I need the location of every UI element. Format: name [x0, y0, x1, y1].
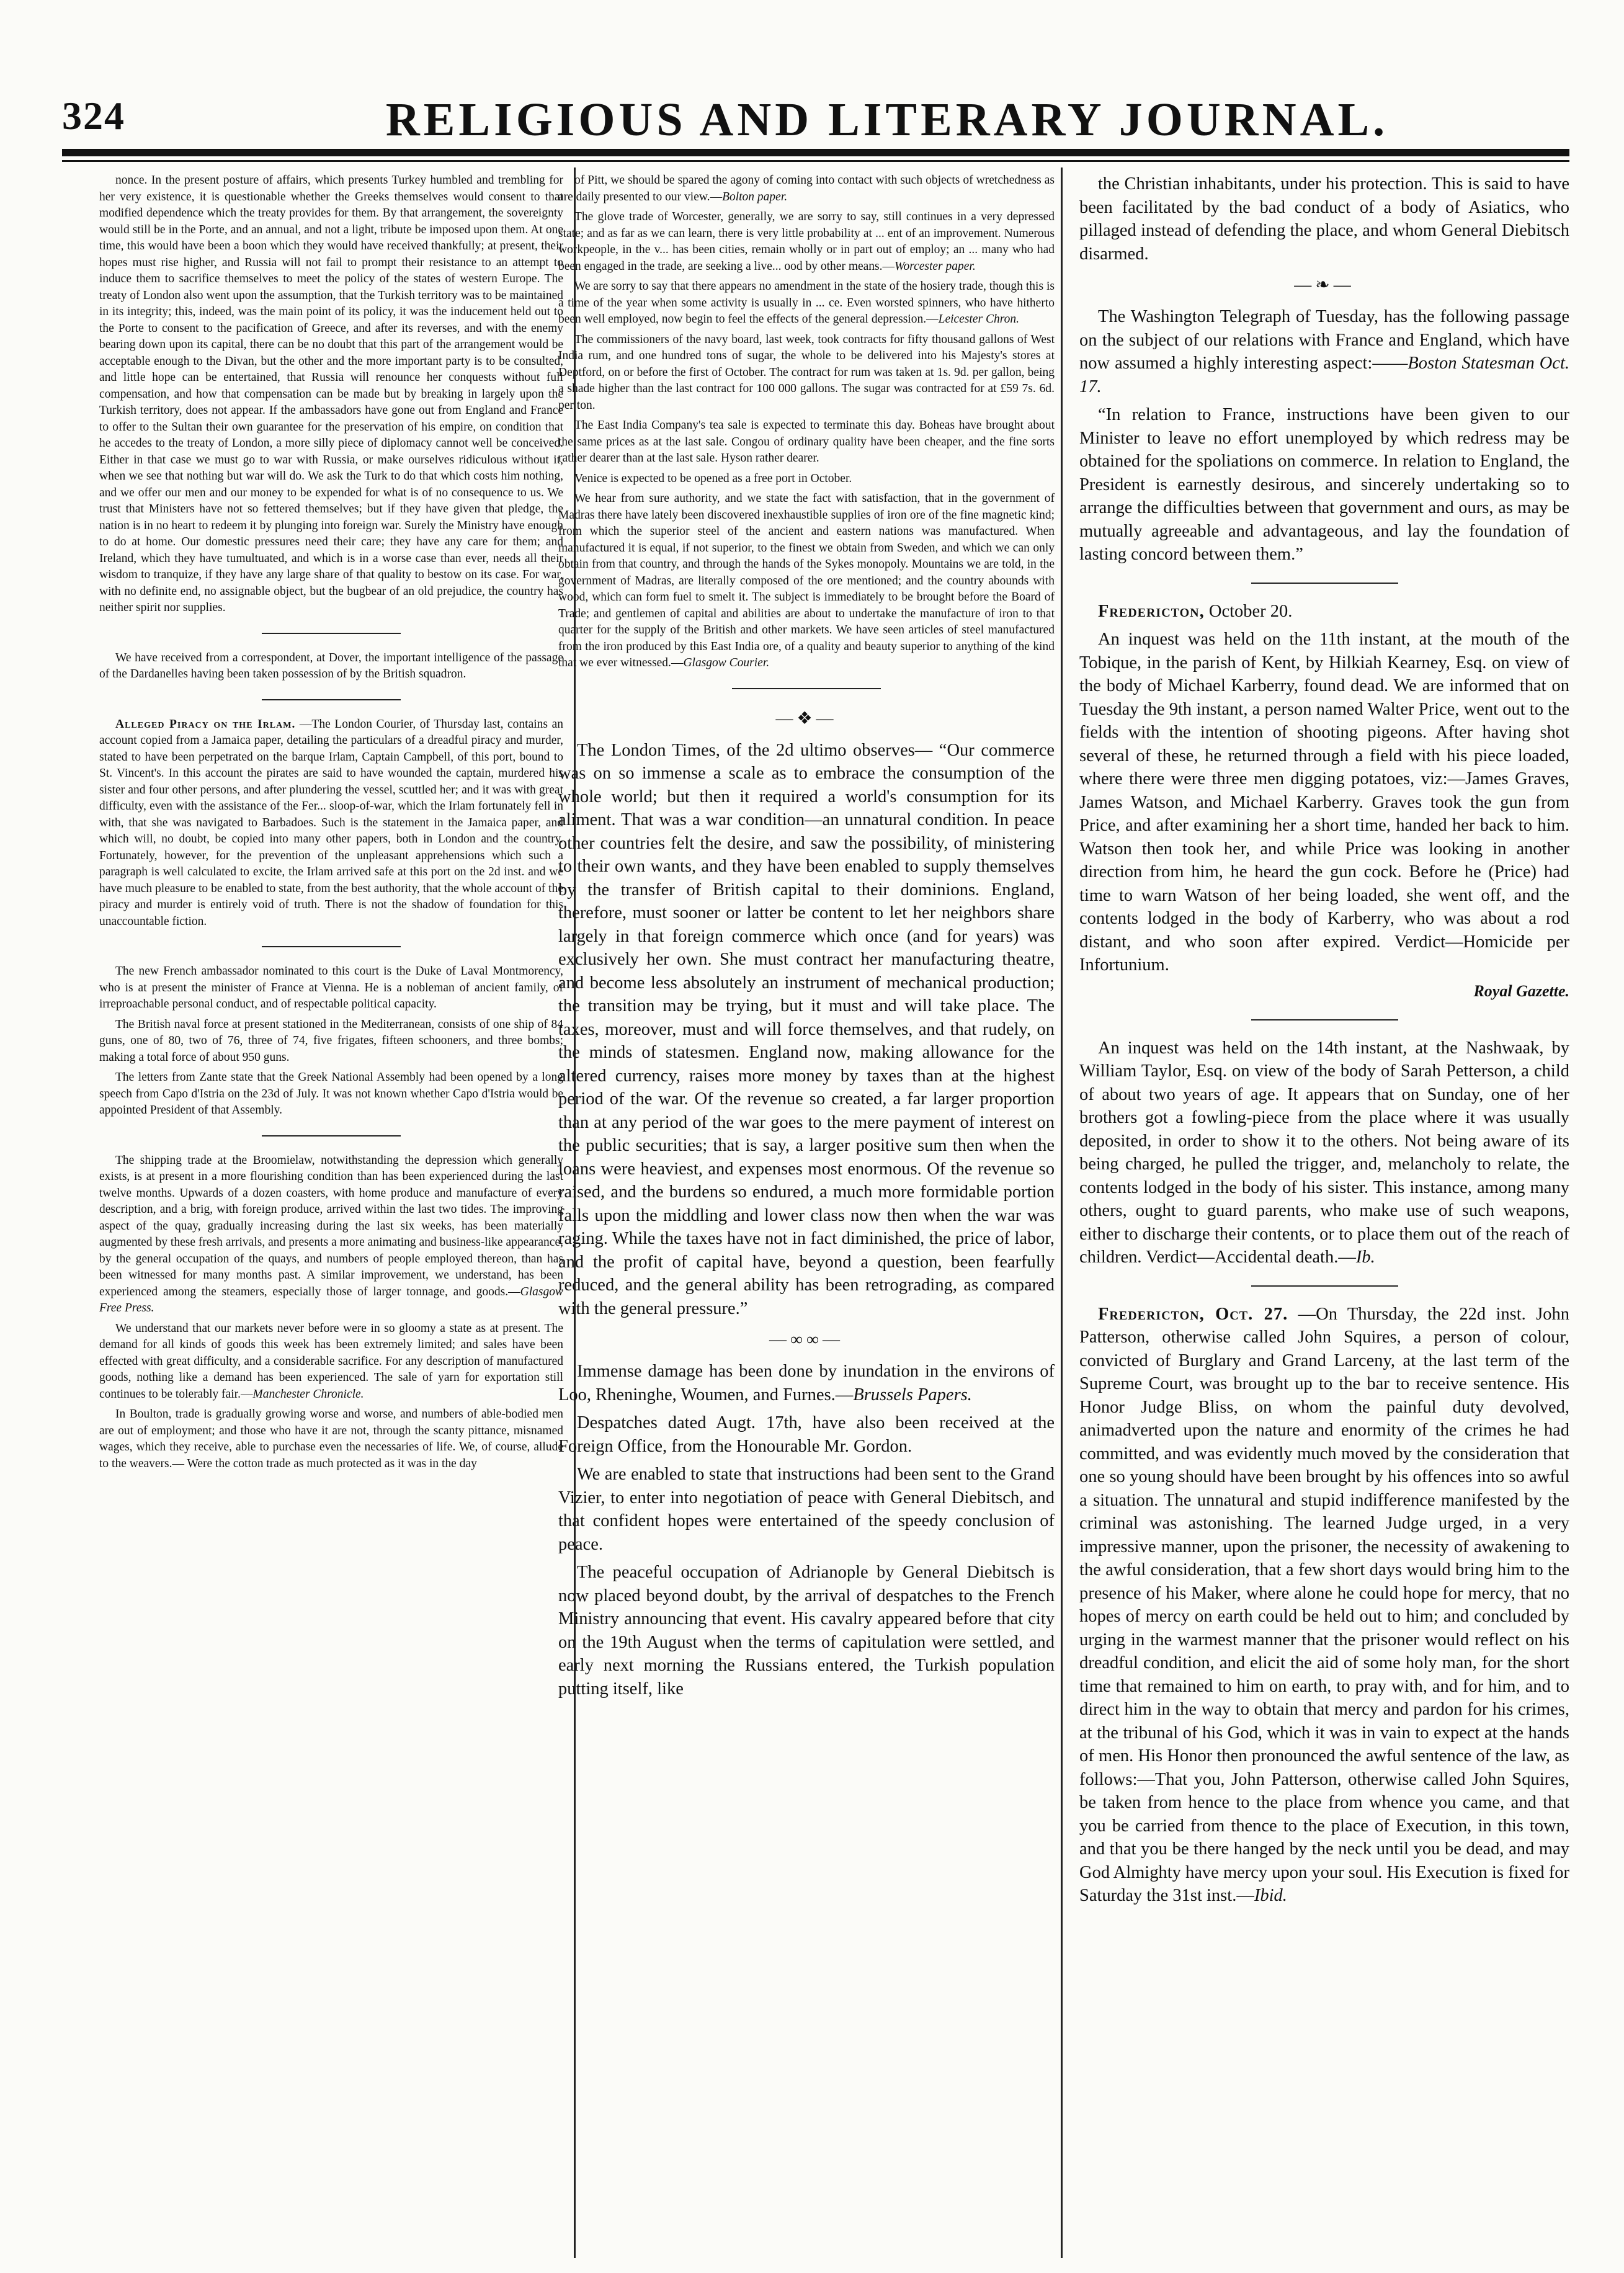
news-paragraph — [558, 1561, 1055, 1700]
section-separator — [1079, 1009, 1569, 1030]
paragraph-text: The peaceful occupation of Adrianople by General Diebitsch is now placed beyond doubt, by the arrival of despatches to the French Ministry announcing that event. His cavalry appeared before that city on the 19th August when the terms of capitulation were settled, and early next morning the Russians entered, the Turkish population putting itself, like — [558, 1563, 1055, 1699]
column-2 — [558, 172, 1055, 2244]
news-paragraph — [99, 172, 563, 617]
news-paragraph: Immense damage has been done by inundation in the environs of Loo, Rheninghe, Woumen, and Furnes.—Brussels Papers. — [558, 1362, 1055, 1404]
news-paragraph: The glove trade of Worcester, generally, we are sorry to say, still continues in a very depressed state; and as far as we can learn, there is very little probability at ... ent of an improvement. Numerous workpeople, in the v... has been cities, remain wholly or in part out of employ; an ... many who had been engaged in the trade, are seeking a live... ood by other means.—Worcester paper. — [558, 210, 1055, 273]
paragraph-text: We understand that our markets never before were in so gloomy a state as at present. The demand for all kinds of goods this week has been extremely limited; and sales have been effected with great difficulty, and a considerable sacrifice. For any description of manufactured goods, nothing like a demand has been experienced. The sale of yarn for exportation still continues to be tolerably fair. — [99, 1321, 563, 1401]
ornament-separator: —❖— — [775, 708, 837, 728]
source-attribution: Ib. — [1355, 1248, 1375, 1267]
paragraph-text: In Boulton, trade is gradually growing worse and worse, and numbers of able-bodied men are out of employment; and those who have it are not, through the scanty pittance, misnamed wages, which they receive, able to purchase even the necessaries of life. We, of course, allude to the weavers.— Were the cotton trade as much protected as it was in the day — [99, 1408, 563, 1470]
paragraph-text: Immense damage has been done by inundation in the environs of Loo, Rheninghe, Woumen, and Furnes. — [558, 1362, 1055, 1404]
article-lead: Fredericton, — [1098, 601, 1205, 621]
news-paragraph: An inquest was held on the 14th instant, at the Nashwaak, by William Taylor, Esq. on view of the body of Sarah Petterson, a child of about two years of age. It appears that on Sunday, one of her brothers got a fowling-piece from the place where it was usually deposited, in order to show it to the others. Not being aware of its being charged, he pulled the trigger, and, melancholy to relate, the contents lodged in the body of his sister. This instance, among many others, ought to guard parents, who make use of such weapons, either to discharge their contents, or to place them out of the reach of children. Verdict—Accidental death.—Ib. — [1079, 1038, 1569, 1267]
source-attribution: Manchester Chronicle. — [252, 1387, 364, 1401]
paragraph-text: —On Thursday, the 22d inst. John Patterson, otherwise called John Squires, a person of colour, convicted of Burglary and Grand Larceny, at the last term of the Supreme Court, was brought up to the bar to receive sentence. His Honor Judge Bliss, on whom the painful duty devolved, animadverted upon the nature and enormity of the crimes he had committed, and was evidently much moved by the consideration that one so young should have been brought by his offences into so awful a situation. The unnatural and stupid indifference manifested by the criminal was astonishing. The learned Judge urged, in a very impressive manner, upon the prisoner, the necessity of awakening to the awful consideration, that a few short days would bring him to the presence of his Maker, where alone he could hope for mercy, that no hopes of mercy on earth could be held out to him; and concluded by urging in the warmest manner that the prisoner would reflect on his dreadful condition, and elicit the aid of some holy man, for the short time that remained to him on earth, to pray with, and for him, and to direct him in the way to obtain that mercy and pardon for his crimes, at the tribunal of his God, which it was in vain to expect at the hands of men. His Honor then pronounced the awful sentence of the law, as follows:—That you, John Patterson, otherwise called John Squires, be taken from hence to the place from whence you came, and that you be carried from thence to the place of Execution, in this town, and that you be there hanged by the neck until you be dead, and may God Almighty have mercy upon your soul. His Execution is fixed for Saturday the 31st inst. — [1079, 1304, 1569, 1905]
separator-rule — [1251, 583, 1398, 584]
paragraph-text: The commissioners of the navy board, last week, took contracts for fifty thousand gallons of West India rum, and one hundred tons of sugar, the whole to be delivered into his Majesty's stores at Deptford, on or before the first of October. The contract for rum was taken at 1s. 9d. per gallon, being a shade higher than the last contract for 100 000 gallons. The sugar was contracted for at £59 7s. 6d. per ton. — [558, 333, 1055, 412]
paragraph-text: The letters from Zante state that the Greek National Assembly had been opened by a long speech from Capo d'Istria on the 23d of July. It was not known whether Capo d'Istria would be appointed President of that Assembly. — [99, 1071, 563, 1117]
news-paragraph: Fredericton, Oct. 27. —On Thursday, the 22d inst. John Patterson, otherwise called John Squires, a person of colour, convicted of Burglary and Grand Larceny, at the last term of the Supreme Court, was brought up to the bar to receive sentence. His Honor Judge Bliss, on whom the painful duty devolved, animadverted upon the nature and enormity of the crimes he had committed, and was evidently much moved by the consideration that one so young should have been brought by his offences into so awful a situation. The unnatural and stupid indifference manifested by the criminal was astonishing. The learned Judge urged, in a very impressive manner, upon the prisoner, the necessity of awakening to the awful consideration, that a few short days would bring him to the presence of his Maker, where alone he could hope for mercy, that no hopes of mercy on earth could be held out to him; and concluded by urging in the warmest manner that the prisoner would reflect on his dreadful condition, and elicit the aid of some holy man, for the short time that remained to him on earth, to pray with, and for him, and to direct him in the way to obtain that mercy and pardon for his crimes, at the tribunal of his God, which it was in vain to expect at the hands of men. His Honor then pronounced the awful sentence of the law, as follows:—That you, John Patterson, otherwise called John Squires, be taken from hence to the place from whence you came, and that you be carried from thence to the place of Execution, in this town, and that you be there hanged by the neck until you be dead, and may God Almighty have mercy upon your soul. His Execution is fixed for Saturday the 31st inst.—Ibid. — [1079, 1304, 1569, 1905]
paragraph-text: —The London Courier, of Thursday last, contains an account copied from a Jamaica paper, detailing the particulars of a dreadful piracy and murder, stated to have been perpetrated on the barque Irlam, Captain Campbell, of this port, bound to St. Vincent's. In this account the pirates are said to have wounded the captain, murdered his sister and four other persons, and after plundering the vessel, scuttled her; and it was with great difficulty, even with the assistance of the Fer... sloop-of-war, which the Irlam fortunately fell in with, that she was navigated to Barbadoes. Such is the statement in the Jamaica paper, and which will, no doubt, be copied into many other papers, both in London and the country. Fortunately, however, for the prevention of the unpleasant apprehensions which such a paragraph is well calculated to excite, the Irlam arrived safe at this port on the 2d inst. and we have much pleasure to be enabled to state, from the best authority, that the whole account of the piracy and murder is entirely void of truth. There is not the shadow of foundation for this unaccountable fiction. — [99, 717, 563, 928]
paragraph-text: We have received from a correspondent, at Dover, the important intelligence of the passage of the Dardanelles having been taken possession of by the British squadron. — [99, 651, 563, 681]
paragraph-text: The London Times, of the 2d ultimo observes— “Our commerce was on so immense a scale as to embrace the consumption of the whole world; but then it required a world's consumption for its aliment. That was a war condition—an unnatural condition. In peace other countries felt the desire, and saw the possibility, of ministering to their own wants, and they have been enabled to supply themselves by the transfer of British capital to their dominions. England, therefore, must sooner or latter be content to let her neighbors share largely in that foreign commerce which once (and for years) was exclusively her own. She must contract her manufacturing theatre, and become less absolutely an instrument of mechanical production; the transition may be trying, but it must and will take place. The taxes, moreover, must and will force themselves, and that rudely, on the minds of statesmen. England now, making allowance for the altered currency, raises more money by taxes than at the highest period of the war. Of the revenue so created, a far larger proportion than at any period of the war goes to the mere payment of interest on the public securities; that is say, a larger positive sum then when the loans were heaviest, and expenses most enormous. Of the revenue so raised, and the burdens so endured, a much more formidable portion falls upon the middling and lower class now then when the war was raging. While the taxes have not in fact diminished, the price of labor, and the profit of capital have, beyond a question, been fearfully reduced, and the general ability has been retrograding, as compared with the general pressure.” — [558, 740, 1055, 1318]
news-paragraph — [558, 1411, 1055, 1458]
source-attribution: Leicester Chron. — [938, 313, 1019, 326]
paragraph-text: The shipping trade at the Broomielaw, notwithstanding the depression which generally exists, is at present in a more flourishing condition than has been experienced during the last twelve months. Upwards of a dozen coasters, with home produce and manufacture of every description, and a brig, with foreign produce, arrived within the last two tides. The improving aspect of the quay, gradually increasing during the last six weeks, has been materially augmented by these fresh arrivals, and presents a more animating and business-like appearance, by the general occupation of the quays, and numbers of people employed thereon, than has been witnessed for many months past. A similar improvement, we understand, has been experienced among the steamers, especially those of larger tonnage, and goods. — [99, 1153, 563, 1298]
news-paragraph — [99, 717, 563, 931]
source-attribution: Worcester paper. — [895, 259, 976, 273]
ornament-separator: —∞∞— — [769, 1330, 844, 1349]
news-paragraph — [1079, 628, 1569, 977]
page-number: 324 — [62, 94, 125, 138]
separator-rule — [262, 1135, 401, 1136]
source-attribution: Glasgow Free Press. — [99, 1285, 563, 1315]
separator-rule — [1251, 1285, 1398, 1287]
brief-news-block — [558, 172, 1055, 672]
column-3 — [1079, 172, 1569, 2244]
news-paragraph — [99, 1406, 563, 1472]
section-separator — [1079, 573, 1569, 594]
paragraph-text: The East India Company's tea sale is expected to terminate this day. Boheas have brought about the same prices as at the last sale. Congou of ordinary quality have been cheaper, and the fine sorts rather dearer than at the last sale. Hyson rather dearer. — [558, 419, 1055, 465]
separator-rule — [262, 633, 401, 634]
feature-news-block — [558, 739, 1055, 1321]
paragraph-text: The new French ambassador nominated to this court is the Duke of Laval Montmorency, who is at present the minister of France at Vienna. He is a nobleman of ancient family, of irreproachable personal conduct, and of respectable political capacity. — [99, 965, 563, 1011]
news-paragraph: We hear from sure authority, and we state the fact with satisfaction, that in the government of Madras there have lately been discovered inexhaustible supplies of iron ore of the fine magnetic kind; from which the superior steel of the ancient and eastern nations was manufactured. When manufactured it is equal, if not superior, to the finest we obtain from Sweden, and which we can only obtain from that country, and through the hands of the Sykes monopoly. Mountains we are told, in the government of Madras, are literally composed of the ore mentioned; and the country abounds with wood, which can form fuel to smelt it. The subject is immediately to be brought before the Board of Trade; and gentlemen of capital and abilities are about to undertake the manufacture of iron to that quarter for the supply of the British and other markets. We have seen articles of steel manufactured from the iron produced by this East India ore, of a quality and beauty superior to anything of the kind that we ever witnessed.—Glasgow Courier. — [558, 492, 1055, 669]
separator-rule — [732, 688, 881, 689]
news-paragraph — [1079, 403, 1569, 566]
paragraph-text: nonce. In the present posture of affairs, which presents Turkey humbled and trembling for her very existence, it is questionable whether the Greeks themselves would consent to that modified dependence which the treaty provides for them. By that arrangement, the sovereignty would still be in the Porte, and an annual, and not a light, tribute be imposed upon them. At one time, this would have been a boon which they would have received thankfully; at present, their hopes must rise higher, and Russia will not fail to prompt their resistance to an attempt to induce them to sacrifice themselves to meet the policy of the states of western Europe. The treaty of London also went upon the assumption, that the Turkish territory was to be maintained in its integrity; this, indeed, was the main point of its policy, it was the inducement held out to the Porte to consent to the pacification of Greece, and after its reverses, and with the enemy bearing down upon its capital, there can be no doubt that this part of the arrangement would be acceptable enough to the Divan, but the other and the more important party is to be consulted, and little hope can be entertained, that Russia will renounce her conquests without full compensation, and how that compensation can be made but by breaking in largely upon the Turkish territory, does not appear. If the ambassadors have gone out from England and France to offer to the Sultan their own guarantee for the preservation of his empire, on condition that he accedes to the treaty of London, a more silly piece of diplomacy cannot well be conceived. Either in that case we must go to war with Russia, or make ourselves ridiculous without it, when we see that nothing but war will do. We ask the Turk to do that which costs him nothing, and we offer our men and our money to be expended for what is of no consequence to us. We trust that Ministers have not so fettered themselves; but if they have given that pledge, the nation is in no heart to redeem it by plunging into foreign war. Surely the Ministry have enough to do at home. Our domestic pressures need their care; they have any care for them; and Ireland, which they have tumultuated, and which is in a worse case than ever, needs all their wisdom to tranquize, if they have any large share of that quality to bestow on its case. For war, with no definite end, no assignable object, but the bugbear of an old prejudice, the country has neither spirit nor supplies. — [99, 174, 563, 614]
news-paragraph: We are sorry to say that there appears no amendment in the state of the hosiery trade, though this is a time of the year when some activity is usually in ... ce. Even worsted spinners, who have hitherto been well employed, now begin to feel the effects of the general depression.—Leicester Chron. — [558, 280, 1055, 326]
feature-news-block — [558, 1360, 1055, 1700]
paragraph-text: We are enabled to state that instructions had been sent to the Grand Vizier, to enter into negotiation of peace with General Diebitsch, and that confident hopes were entertained of the speedy conclusion of peace. — [558, 1465, 1055, 1554]
paragraph-text: We hear from sure authority, and we state the fact with satisfaction, that in the government of Madras there have lately been discovered inexhaustible supplies of iron ore of the fine magnetic kind; from which the superior steel of the ancient and eastern nations was manufactured. When manufactured it is equal, if not superior, to the finest we obtain from Sweden, and which we can only obtain from that country, and through the hands of the Sykes monopoly. Mountains we are told, in the government of Madras, are literally composed of the ore mentioned; and the country abounds with wood, which can form fuel to smelt it. The subject is immediately to be brought before the Board of Trade; and gentlemen of capital and abilities are about to undertake the manufacture of iron to that quarter for the supply of the British and other markets. We have seen articles of steel manufactured from the iron produced by this East India ore, of a quality and beauty superior to anything of the kind that we ever witnessed. — [558, 492, 1055, 669]
paragraph-text: An inquest was held on the 14th instant, at the Nashwaak, by William Taylor, Esq. on view of the body of Sarah Petterson, a child of about two years of age. It appears that on Sunday, one of her brothers got a fowling-piece from the place where it was usually deposited, in order to show it to the others. Not being aware of its being charged, he pulled the trigger, and, melancholy to relate, the contents lodged in the body of his sister. This instance, among many others, ought to guard parents, who make use of such weapons, either to discharge their contents, or to place them out of the reach of children. Verdict—Accidental death. — [1079, 1038, 1569, 1267]
paragraph-text: the Christian inhabitants, under his protection. This is said to have been facilitated by the bad conduct of a body of Asiatics, who pillaged instead of defending the place, and whom General Diebitsch disarmed. — [1079, 174, 1569, 264]
paragraph-text: An inquest was held on the 11th instant, at the mouth of the Tobique, in the parish of Kent, by Hilkiah Kearney, Esq. on view of the body of Michael Karberry, found dead. We are informed that on Tuesday the 9th instant, a person named Walter Price, went out to the fields with the intention of shooting pigeons. After having shot several of these, he returned through a field with his piece loaded, where there were three men digging potatoes, viz:—James Graves, James Watson, and Michael Karberry. Graves took the gun from Price, and after examining her a short time, handed her back to him. Watson then took her, and while Price was looking in another direction from him, he heard the gun cock. Before he (Price) had time to warn Watson of her being loaded, she went off, and the contents lodged in the body of Karberry, who was about a rod distant, and who soon after expired. Verdict—Homicide per Infortunium. — [1079, 630, 1569, 975]
source-credit: Royal Gazette. — [1473, 981, 1569, 1000]
paragraph-text: The British naval force at present stationed in the Mediterranean, consists of one ship of 84 guns, one of 80, two of 76, three of 74, five frigates, fifteen schooners, and three bombs; making a total force of about 950 guns. — [99, 1017, 563, 1064]
news-paragraph — [558, 332, 1055, 414]
news-paragraph: The Washington Telegraph of Tuesday, has the following passage on the subject of our relations with France and England, which have now assumed a highly interesting aspect:——Boston Statesman Oct. 17. — [1079, 307, 1569, 396]
news-paragraph: We understand that our markets never before were in so gloomy a state as at present. The demand for all kinds of goods this week has been extremely limited; and sales have been effected with great difficulty, and a considerable sacrifice. For any description of manufactured goods, nothing like a demand has been experienced. The sale of yarn for exportation still continues to be tolerably fair.—Manchester Chronicle. — [99, 1321, 563, 1401]
separator-rule — [262, 699, 401, 700]
paragraph-text: The glove trade of Worcester, generally, we are sorry to say, still continues in a very depressed state; and as far as we can learn, there is very little probability at ... ent of an improvement. Numerous workpeople, in the v... has been cities, remain wholly or in part out of employ; an ... many who had been engaged in the trade, are seeking a live... ood by other means. — [558, 210, 1055, 273]
journal-title: RELIGIOUS AND LITERARY JOURNAL. — [385, 94, 1389, 146]
news-paragraph — [558, 1463, 1055, 1556]
article-lead: Fredericton, Oct. 27. — [1098, 1304, 1288, 1324]
column-divider-2 — [1061, 167, 1063, 2258]
section-separator — [99, 623, 563, 644]
separator-rule — [1251, 1019, 1398, 1020]
news-paragraph — [558, 471, 1055, 488]
news-paragraph — [99, 963, 563, 1013]
section-separator — [99, 689, 563, 710]
ornament-separator: —❧— — [1294, 275, 1355, 295]
separator-rule — [262, 946, 401, 947]
paragraph-text: The Washington Telegraph of Tuesday, has the following passage on the subject of our relations with France and England, which have now assumed a highly interesting aspect:— — [1079, 307, 1569, 373]
paragraph-text: “In relation to France, instructions have been given to our Minister to leave no effort unemployed by which redress may be obtained for the spoliations on commerce. In relation to England, the President is earnestly desirous, and sincerely undertaking so to arrange the difficulties between that government and ours, as may be mutually agreeable and advantageous, and lay the foundation of lasting concord between them.” — [1079, 405, 1569, 564]
news-paragraph — [558, 418, 1055, 467]
paragraph-text: of Pitt, we should be spared the agony of coming into contact with such objects of wretchedness as are daily presented to our view. — [558, 174, 1055, 203]
news-paragraph — [99, 650, 563, 683]
news-paragraph — [1079, 172, 1569, 266]
news-paragraph: of Pitt, we should be spared the agony of coming into contact with such objects of wretchedness as are daily presented to our view.—Bolton paper. — [558, 174, 1055, 203]
paragraph-text: We are sorry to say that there appears no amendment in the state of the hosiery trade, though this is a time of the year when some activity is usually in ... ce. Even worsted spinners, who have hitherto been well employed, now begin to feel the effects of the general depression. — [558, 280, 1055, 326]
column-1 — [99, 172, 563, 2244]
source-attribution: Brussels Papers. — [853, 1385, 972, 1404]
news-paragraph: The shipping trade at the Broomielaw, notwithstanding the depression which generally exists, is at present in a more flourishing condition than has been experienced during the last twelve months. Upwards of a dozen coasters, with home produce and manufacture of every description, and a brig, with foreign produce, arrived within the last two tides. The improving aspect of the quay, gradually increasing during the last six weeks, has been materially augmented by these fresh arrivals, and presents a more animating and business-like appearance, by the general occupation of the quays, and numbers of people employed thereon, than has been witnessed for many months past. A similar improvement, we understand, has been experienced among the steamers, especially those of larger tonnage, and goods.—Glasgow Free Press. — [99, 1153, 563, 1315]
section-separator — [99, 936, 563, 957]
source-attribution: Glasgow Courier. — [683, 656, 770, 669]
source-attribution: Bolton paper. — [722, 190, 788, 203]
paragraph-text: Despatches dated Augt. 17th, have also been received at the Foreign Office, from the Honourable Mr. Gordon. — [558, 1413, 1055, 1456]
paragraph-text: Venice is expected to be opened as a free port in October. — [574, 471, 852, 485]
source-attribution: Ibid. — [1254, 1886, 1287, 1905]
source-attribution: Boston Statesman Oct. 17. — [1079, 354, 1569, 396]
news-paragraph — [1079, 600, 1569, 623]
article-lead: Alleged Piracy on the Irlam. — [115, 717, 296, 731]
paragraph-text: October 20. — [1208, 601, 1293, 621]
header-rule-thin — [62, 160, 1569, 162]
section-separator — [99, 1125, 563, 1146]
section-separator — [558, 678, 1055, 699]
news-paragraph — [558, 739, 1055, 1321]
section-separator — [1079, 1275, 1569, 1297]
news-paragraph — [99, 1070, 563, 1119]
news-paragraph — [99, 1017, 563, 1066]
header-rule-thick — [62, 149, 1569, 156]
